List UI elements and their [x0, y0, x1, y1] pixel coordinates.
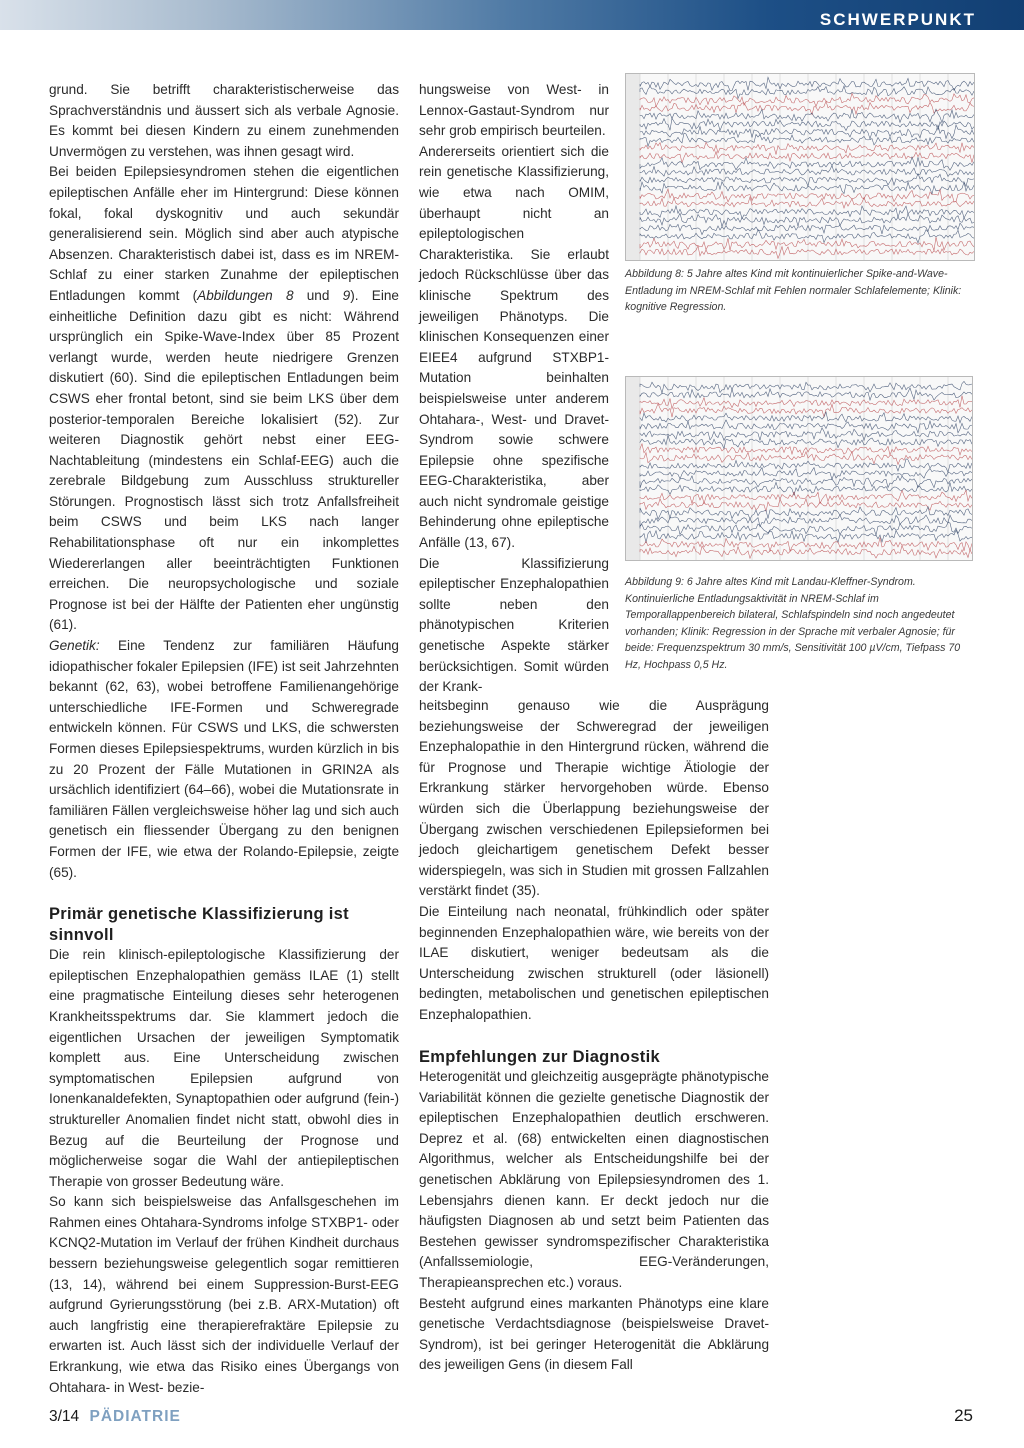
paragraph: hungsweise von West- in Lennox-Gastaut-Syndrom nur sehr grob empirisch beurteilen.: [419, 82, 609, 139]
eeg-trace-image: [626, 74, 974, 260]
issue-number: 3/14: [49, 1408, 80, 1425]
eeg-figure-8: [625, 73, 975, 261]
paragraph: Die rein klinisch-epileptologische Klassifizierung der epileptischen Enzephalopathien gemäss ILAE (1) stellt eine pragmatische Einteilung dieses sehr heterogenen Krankheitsspektrums dar. Sie klammert jedoch die eigentlichen Ursachen der jeweiligen Symptomatik komplett aus. Eine Unterscheidung zwischen symptomatischen Epilepsien aufgrund von Ionenkanaldefekten, Synaptopathien oder aufgrund (fein-) struktureller Anomalien findet nicht statt, obwohl dies in Bezug auf die Beurteilung der Prognose und möglicherweise sogar die Wahl der antiepileptischen Therapie von grosser Bedeutung wäre.: [49, 947, 399, 1189]
header-bar: [0, 0, 1024, 30]
paragraph: Die Klassifizierung epileptischer Enzephalopathien sollte neben den phänotypischen Kriterien genetische Aspekte stärker berücksichtigen. Somit würden der Krank-: [419, 555, 609, 695]
inline-label: Genetik:: [49, 638, 100, 654]
eeg-figure-9: [625, 376, 973, 561]
paragraph: Andererseits orientiert sich die rein genetische Klassifizierung, wie etwa nach OMIM, überhaupt nicht an epileptologischen Charakteristika. Sie erlaubt jedoch Rückschlüsse über das klinische Spektrum des jeweiligen Phänotyps. Die klinischen Konsequenzen einer EIEE4 aufgrund STXBP1-Mutation beinhalten beispielsweise unter anderem Ohtahara-, West- und Dravet-Syndrom sowie schwere Epilepsie ohne spezifische EEG-Charakteristika, aber auch nicht syndromale geistige Behinderung ohne epileptische Anfälle (13, 67).: [419, 143, 609, 551]
page-number: 25: [954, 1406, 973, 1425]
paragraph: Bei beiden Epilepsiesyndromen stehen die eigentlichen epileptischen Anfälle eher im Hintergrund: Diese können fokal, fokal dyskognitiv und auch sekundär generalisierend sein. Möglich sind aber auch atypische Absenzen. Charakteristisch dabei ist, dass es im NREM-Schlaf zu einer starken Zunahme der epileptischen Entladungen kommt (Abbildungen 8 und 9). Eine einheitliche Definition dazu gibt es nicht: Während ursprünglich ein Spike-Wave-Index über 85 Prozent verlangt wurde, werden heute niedrigere Grenzen diskutiert (60). Sind die epileptischen Entladungen beim CSWS eher frontal betont, sind sie beim LKS über dem posterior-temporalen Bereiche lokalisiert (52). Zur weiteren Diagnostik gehört nebst einer EEG-Nachtableitung (mindestens ein Schlaf-EEG) auch die zerebrale Bildgebung zum Ausschluss struktureller Störungen. Prognostisch lässt sich trotz Anfallsfreiheit beim CSWS und beim LKS nach langer Rehabilitationsphase oft nur ein inkomplettes Wiedererlangen aller beeinträchtigten Funktionen erreichen. Die neuropsychologische und soziale Prognose ist bei der Hälfte der Patienten eher ungünstig (61).: [49, 164, 399, 633]
text-column-right: [419, 696, 769, 1376]
magazine-logo: PÄDIATRIE: [89, 1408, 181, 1425]
section-title: SCHWERPUNKT: [819, 10, 976, 29]
footer: [49, 1408, 181, 1426]
figure-8-caption: Abbildung 8: 5 Jahre altes Kind mit kontinuierlicher Spike-and-Wave-Entladung im NREM-Schlaf mit Fehlen normaler Schlafelemente; Klinik: kognitive Regression.: [625, 268, 962, 314]
figure-reference: 9: [342, 287, 351, 303]
text-column-middle: [419, 80, 609, 698]
paragraph: Genetik: Eine Tendenz zur familiären Häufung idiopathischer fokaler Epilepsien (IFE) ist seit Jahrzehnten bekannt (62, 63), wobei betroffene Familienangehörige unterschiedliche IFE-Formen und Schweregrade entwickeln können. Für CSWS und LKS, die schwersten Formen dieses Epilepsiespektrums, wurden kürzlich in bis zu 20 Prozent der Fälle Mutationen in GRIN2A als ursächlich identifiziert (64–66), wobei die Mutationsrate in familiären Fällen vergleichsweise höher lag und sich auch genetisch ein fliessender Übergang zu den benignen Formen der IFE, wie etwa der Rolando-Epilepsie, zeigte (65).: [49, 638, 399, 880]
paragraph: So kann sich beispielsweise das Anfallsgeschehen im Rahmen eines Ohtahara-Syndroms infolge STXBP1- oder KCNQ2-Mutation im Verlauf der frühen Kindheit durchaus bessern beziehungsweise gelegentlich sogar remittieren (13, 14), während bei einem Suppression-Burst-EEG aufgrund Gyrierungsstörung (bei z.B. ARX-Mutation) oft auch langfristig eine therapierefraktäre Epilepsie zu erwarten ist. Auch lässt sich der individuelle Verlauf der Erkrankung, wie etwa das Risiko eines Übergangs von Ohtahara- in West- bezie-: [49, 1194, 399, 1395]
paragraph: Die Einteilung nach neonatal, frühkindlich oder später beginnenden Enzephalopathien wäre, wie bereits von der ILAE diskutiert, weniger bedeutsam als die Unterscheidung zwischen strukturell (oder läsionell) bedingten, metabolischen und genetischen epileptischen Enzephalopathien.: [419, 903, 769, 1022]
eeg-trace-image: [626, 377, 972, 560]
paragraph: grund. Sie betrifft charakteristischerweise das Sprachverständnis und äussert sich als verbale Agnosie. Es kommt bei diesen Kindern zu einem zunehmenden Unvermögen zu verstehen, was ihnen gesagt wird.: [49, 82, 399, 159]
paragraph: Heterogenität und gleichzeitig ausgeprägte phänotypische Variabilität können die gezielte genetische Diagnostik der epileptischen Enzephalopathien deutlich erschweren. Deprez et al. (68) entwickelten einen diagnostischen Algorithmus, welcher als Entscheidungshilfe bei der genetischen Abklärung von Epilepsiesyndromen des 1. Lebensjahrs dienen kann. Er deckt jedoch nur die häufigsten Diagnosen ab und setzt beim Patienten das Bestehen gewisser syndromspezifischer Charakteristika (Anfallssemiologie, EEG-Veränderungen, Therapieansprechen etc.) voraus.: [419, 1069, 769, 1290]
section-heading: Primär genetische Klassifizierung ist sinnvoll: [49, 905, 349, 944]
text-column-left: [49, 80, 399, 1398]
figure-9-caption: Abbildung 9: 6 Jahre altes Kind mit Landau-Kleffner-Syndrom. Kontinuierliche Entladungsaktivität in NREM-Schlaf im Temporallappenbereich bilateral, Schlafspindeln sind noch angedeutet vorhanden; Klinik: Regression in der Sprache mit verbaler Agnosie; für beide: Frequenzspektrum 30 mm/s, Sensitivität 100 µV/cm, Tiefpass 70 Hz, Hochpass 0,5 Hz.: [625, 576, 961, 671]
paragraph: Besteht aufgrund eines markanten Phänotyps eine klare genetische Verdachtsdiagnose (beispielsweise Dravet-Syndrom), ist bei geringer Heterogenität die Abklärung des jeweiligen Gens (in diesem Fall: [419, 1295, 769, 1373]
figure-reference: Abbildungen 8: [197, 287, 294, 303]
section-heading: Empfehlungen zur Diagnostik: [419, 1047, 660, 1066]
paragraph: heitsbeginn genauso wie die Ausprägung beziehungsweise der Schweregrad der jeweiligen Enzephalopathie in den Hintergrund rücken, während die für Prognose und Therapie wichtige Ätiologie der Erkrankung stärker hervorgehoben würde. Ebenso würden sich die Überlappung beziehungsweise der Übergang zwischen verschiedenen Epilepsieformen bei jedoch gleichartigem genetischem Defekt besser widerspiegeln, was sich in Studien mit grossen Fallzahlen verstärkt findet (35).: [419, 698, 769, 899]
